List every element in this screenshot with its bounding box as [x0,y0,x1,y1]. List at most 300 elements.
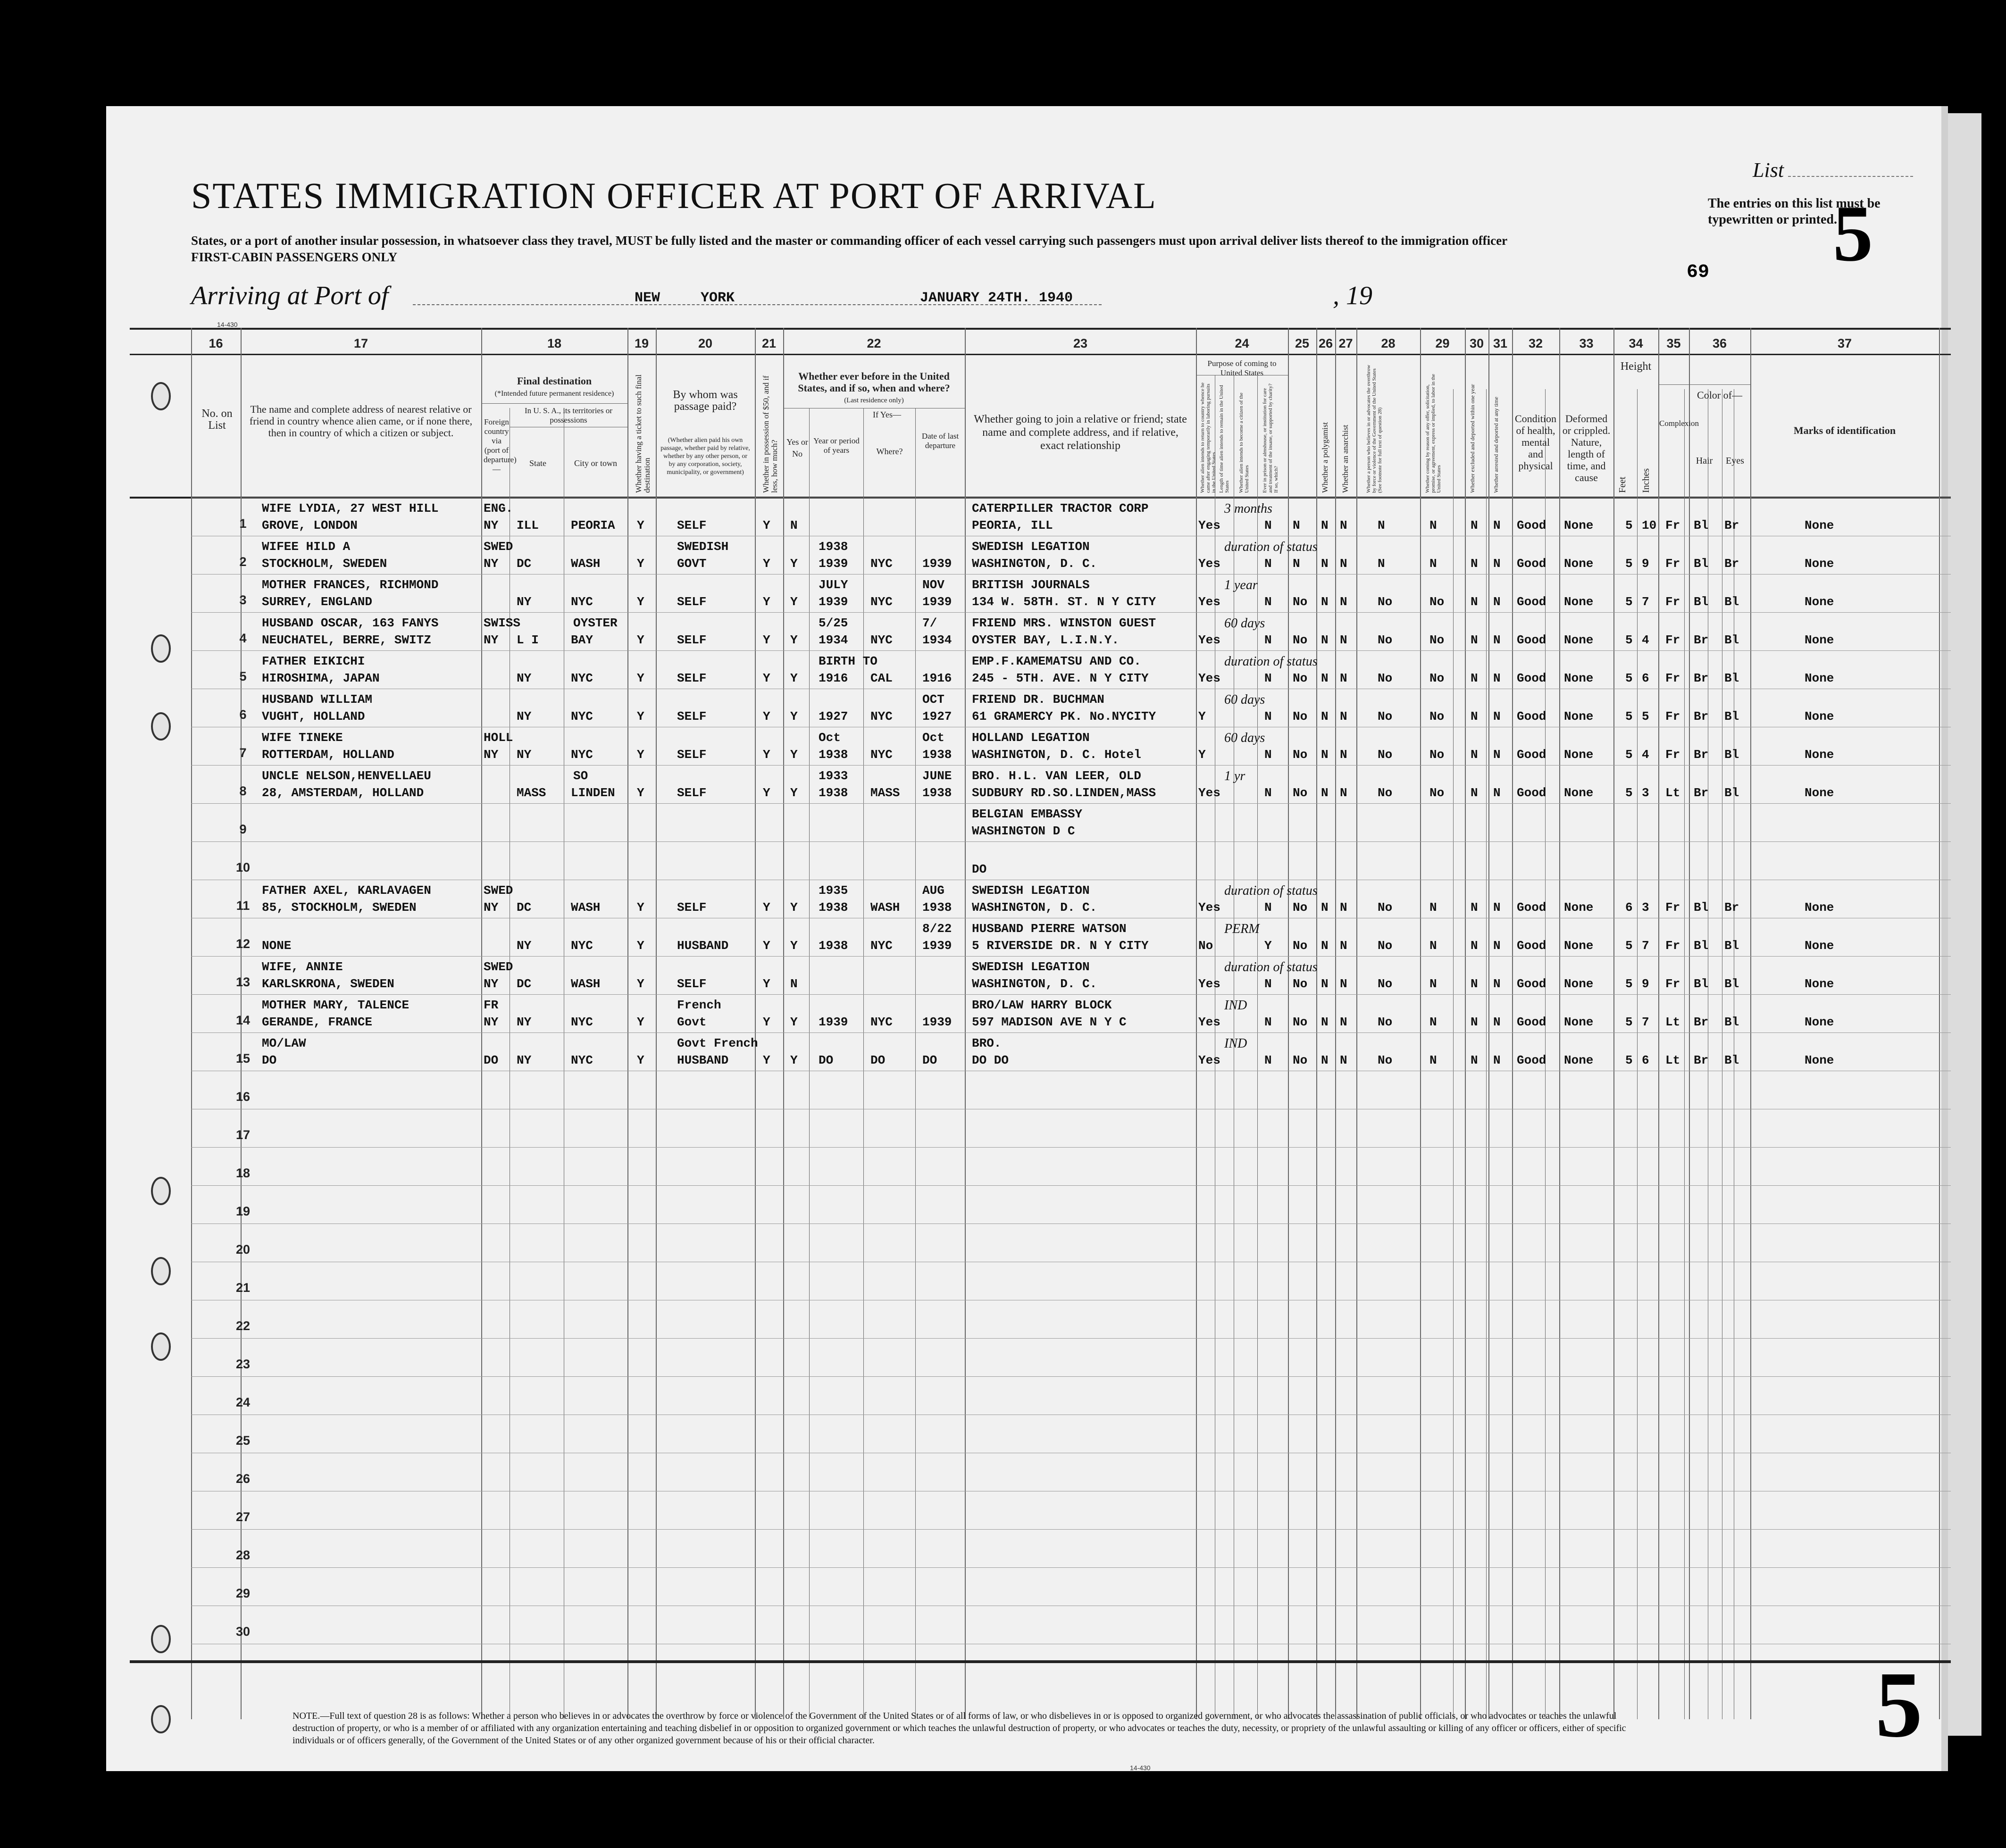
cell-dep: 1939 [922,595,952,609]
cell-yn: Y [790,1053,798,1067]
row-number: 28 [235,1548,251,1562]
rule [1288,328,1289,1719]
header-city-or-town: City or town [574,458,617,468]
cell-state: NY [517,1053,532,1067]
row-rule [191,612,1951,613]
rule [863,408,864,1719]
cell-joina: SWEDISH LEGATION [972,883,1090,898]
cell-yr: 1938 [819,748,848,762]
cell-marks: None [1805,557,1834,571]
cell-depa: NOV [922,578,944,592]
cell-c24b: Y [1264,939,1272,953]
cell-joina: BRO. [972,1036,1002,1050]
header-overthrow: Whether a person who believes in or advocates the overthrow by force or violence of the Government of the United States (See footnote for full text of question 28) [1366,365,1383,493]
header-in-usa: In U. S. A., its territories or possessions [524,406,613,425]
column-number-22: 22 [867,336,881,350]
form-code-top: 14-430 [217,321,238,328]
cell-where: NYC [870,595,893,609]
row-rule [191,1185,1951,1186]
cell-health: Good [1517,633,1546,647]
header-before-us: Whether ever before in the United States, and if so, when and where? [798,370,950,394]
cell-purpose: Yes [1198,786,1220,800]
cell-yr: DO [819,1053,834,1067]
cell-feet: 6 [1625,900,1633,915]
cell-c28: No [1378,595,1393,609]
row-number: 20 [235,1242,251,1257]
cell-feet: 5 [1625,939,1633,953]
cell-eyes: Bl [1724,633,1739,647]
column-number-25: 25 [1295,336,1310,350]
column-number-29: 29 [1435,336,1450,350]
punch-hole [151,1332,171,1361]
cell-health: Good [1517,1053,1546,1067]
cell-marks: None [1805,786,1834,800]
list-number-bottom: 5 [1875,1653,1922,1757]
cell-feet: 5 [1625,977,1633,991]
cell-c31: N [1493,671,1501,685]
cell-marks: None [1805,709,1834,724]
row-number: 27 [235,1510,251,1524]
document-title: STATES IMMIGRATION OFFICER AT PORT OF ARRIVAL [191,175,1157,216]
cell-city: NYC [571,748,593,762]
cell-c31: N [1493,1015,1501,1029]
cell-m50: Y [763,709,770,724]
cell-eyes: Br [1724,557,1739,571]
cell-eyes: Bl [1724,671,1739,685]
header-hair: Hair [1696,456,1713,466]
cell-inches: 9 [1642,977,1649,991]
cell-relb: ROTTERDAM, HOLLAND [262,748,394,762]
cell-hand: duration of status [1224,883,1318,898]
cell-hand: 3 months [1224,501,1272,516]
cell-c28: No [1378,939,1393,953]
cell-hand: 60 days [1224,616,1265,631]
header-yes-or-no: Yes or No [786,437,808,458]
cell-c26: N [1321,671,1329,685]
rule [191,328,192,1719]
cell-hand: PERM [1224,922,1260,936]
cell-rela: WIFE, ANNIE [262,960,343,974]
cell-hair: Bl [1694,900,1709,915]
cell-purpose: Yes [1198,977,1220,991]
row-number: 15 [235,1051,251,1066]
row-number: 23 [235,1357,251,1371]
cell-c26: N [1321,977,1329,991]
cell-ticket: Y [637,748,644,762]
cell-paid: HUSBAND [677,1053,729,1067]
column-number-20: 20 [698,336,713,350]
cell-paid: SELF [677,518,707,533]
cell-dep: 1934 [922,633,952,647]
cell-city: NYC [571,595,593,609]
cell-fcb: NY [484,518,499,533]
cell-yn: Y [790,595,798,609]
column-number-19: 19 [634,336,649,350]
cell-dep: 1939 [922,557,952,571]
cell-joinb: WASHINGTON D C [972,824,1075,838]
cell-joinb: DO DO [972,1053,1009,1067]
cell-deformed: None [1564,671,1594,685]
cell-eyes: Bl [1724,748,1739,762]
cell-c28: No [1378,633,1393,647]
column-number-35: 35 [1666,336,1681,350]
cell-c28: N [1378,518,1385,533]
cell-c31: N [1493,977,1501,991]
row-rule [191,803,1951,804]
cell-purpose: Y [1198,709,1206,724]
cell-yra: 1933 [819,769,848,783]
cell-hair: Bl [1694,518,1709,533]
cell-where: DO [870,1053,886,1067]
cell-ticket: Y [637,557,644,571]
cell-c31: N [1493,748,1501,762]
list-number-top: 5 [1833,189,1873,278]
cell-city: NYC [571,709,593,724]
cell-c31: N [1493,786,1501,800]
cell-m50: Y [763,633,770,647]
cell-c24b: N [1264,1053,1272,1067]
cell-complexion: Fr [1665,595,1680,609]
cell-c31: N [1493,709,1501,724]
cell-ticket: Y [637,1053,644,1067]
row-number: 19 [235,1204,251,1218]
row-number: 10 [235,860,251,874]
cell-fcb: DO [484,1053,499,1067]
punch-hole [151,1257,171,1285]
cell-complexion: Fr [1665,748,1680,762]
arrival-date: JANUARY 24TH. 1940 [920,290,1073,306]
cell-c25: No [1293,900,1308,915]
cell-paid: SELF [677,748,707,762]
cell-citya: OYSTER [573,616,618,630]
row-number: 26 [235,1472,251,1486]
cell-marks: None [1805,977,1834,991]
cell-yr: 1934 [819,633,848,647]
cell-joina: EMP.F.KAMEMATSU AND CO. [972,654,1141,668]
cell-c31: N [1493,518,1501,533]
header-ticket: Whether having a ticket to such final destination [634,374,652,493]
cell-purpose: No [1198,939,1213,953]
cell-paid: SELF [677,709,707,724]
cell-joinb: PEORIA, ILL [972,518,1053,533]
cell-c24b: N [1264,633,1272,647]
cell-health: Good [1517,1015,1546,1029]
cell-where: NYC [870,748,893,762]
cell-c31: N [1493,595,1501,609]
cell-yr: 1939 [819,557,848,571]
header-contract: Whether coming by reason of any offer, solicitation, promise, or agreement, express or implied, to labor in the United States [1425,374,1442,493]
header-purpose: Purpose of coming to United States [1207,359,1277,377]
cell-c31: N [1493,1053,1501,1067]
cell-c24b: N [1264,595,1272,609]
cell-c28: No [1378,709,1393,724]
header-purpose-citizen: Whether alien intends to become a citizen of the United States [1238,392,1250,493]
cell-complexion: Lt [1665,786,1680,800]
year-prefix: , 19 [1333,281,1372,310]
header-eyes: Eyes [1726,456,1744,466]
cell-feet: 5 [1625,748,1633,762]
form-code-bottom: 14-430 [1130,1764,1151,1772]
arriving-label: Arriving at Port of [191,281,389,310]
cell-state: L I [517,633,539,647]
cell-dep: 1939 [922,939,952,953]
cell-rela: FATHER AXEL, KARLAVAGEN [262,883,431,898]
cell-c31: N [1493,557,1501,571]
cell-deformed: None [1564,709,1594,724]
cell-fca: HOLL [484,731,513,745]
cell-state: DC [517,977,532,991]
cell-state: NY [517,709,532,724]
cell-feet: 5 [1625,709,1633,724]
rule [481,403,627,404]
cell-city: NYC [571,1015,593,1029]
cell-relb: GROVE, LONDON [262,518,358,533]
cell-c25: No [1293,977,1308,991]
cell-feet: 5 [1625,518,1633,533]
cell-paid: HUSBAND [677,939,729,953]
cell-hand: duration of status [1224,960,1318,974]
cell-deformed: None [1564,900,1594,915]
cell-ticket: Y [637,595,644,609]
rule [1684,389,1685,1719]
cell-state: NY [517,595,532,609]
cell-deformed: None [1564,977,1594,991]
cell-rela: WIFE TINEKE [262,731,343,745]
column-number-17: 17 [353,336,368,350]
cell-c26: N [1321,709,1329,724]
cell-relb: DO [262,1053,277,1067]
rule [1689,328,1690,1719]
rule [1316,328,1317,1719]
column-number-18: 18 [547,336,562,350]
cell-eyes: Bl [1724,709,1739,724]
cell-relb: NONE [262,939,292,953]
cell-c31: N [1493,900,1501,915]
cell-state: NY [517,939,532,953]
rule [1257,375,1258,1719]
row-rule [191,1147,1951,1148]
cell-marks: None [1805,595,1834,609]
cell-c28: N [1378,557,1385,571]
cell-joina: CATERPILLER TRACTOR CORP [972,501,1149,516]
rule [1637,389,1638,1719]
cell-hair: Br [1694,1015,1709,1029]
cell-joina: SWEDISH LEGATION [972,540,1090,554]
row-rule [191,1338,1951,1339]
row-rule [191,841,1951,842]
cell-where: NYC [870,939,893,953]
cell-purpose: Yes [1198,633,1220,647]
header-state: State [529,458,546,468]
row-rule [191,1376,1951,1377]
cell-purpose: Yes [1198,557,1220,571]
cell-c29: No [1429,633,1445,647]
cell-depa: Oct [922,731,944,745]
header-final-destination-note: (*Intended future permanent residence) [494,390,614,398]
cell-eyes: Bl [1724,939,1739,953]
row-number: 30 [235,1624,251,1639]
column-number-31: 31 [1493,336,1508,350]
cell-inches: 9 [1642,557,1649,571]
cell-c29: No [1429,709,1445,724]
cell-joinb: WASHINGTON, D. C. Hotel [972,748,1141,762]
cell-yra: JULY [819,578,848,592]
row-rule [191,1032,1951,1033]
cell-c27: N [1340,633,1347,647]
rule [627,328,628,1719]
cell-complexion: Fr [1665,977,1680,991]
cell-c31: N [1493,939,1501,953]
cell-city: PEORIA [571,518,615,533]
cell-ticket: Y [637,939,644,953]
cell-paid: SELF [677,786,707,800]
cell-fca: SWED [484,960,513,974]
row-number: 7 [239,746,247,760]
row-number: 14 [235,1013,251,1027]
cell-yr: 1939 [819,595,848,609]
cell-rela: WIFE LYDIA, 27 WEST HILL [262,501,439,516]
cell-eyes: Br [1724,900,1739,915]
cell-ticket: Y [637,633,644,647]
row-rule [191,956,1951,957]
rule [656,328,657,1719]
cell-joina: HOLLAND LEGATION [972,731,1090,745]
cell-hair: Br [1694,748,1709,762]
column-number-32: 32 [1528,336,1543,350]
cell-paid: SELF [677,671,707,685]
cell-purpose: Yes [1198,595,1220,609]
header-polygamist: Whether a polygamist [1321,422,1329,493]
cell-yr: 1939 [819,1015,848,1029]
column-number-37: 37 [1837,336,1852,350]
cell-where: NYC [870,557,893,571]
header-anarchist: Whether an anarchist [1341,425,1350,493]
cell-c26: N [1321,900,1329,915]
cell-c26: N [1321,633,1329,647]
cell-c30: N [1471,1053,1478,1067]
cell-m50: Y [763,748,770,762]
cell-state: DC [517,557,532,571]
cell-m50: Y [763,518,770,533]
cell-c27: N [1340,709,1347,724]
cell-yn: Y [790,557,798,571]
cell-relb: STOCKHOLM, SWEDEN [262,557,387,571]
port-state: YORK [701,290,735,306]
cell-yr: 1938 [819,786,848,800]
cell-state: DC [517,900,532,915]
cell-c27: N [1340,671,1347,685]
cell-paid: SELF [677,633,707,647]
cell-paida: Govt French [677,1036,758,1050]
header-prison: Ever in prison or almshouse, or institution for care and treatment of the insane, or supported by charity? If so, which? [1262,383,1279,493]
cell-yra: 1935 [819,883,848,898]
rule [1486,389,1487,1719]
row-number: 22 [235,1319,251,1333]
cell-rela: MOTHER MARY, TALENCE [262,998,410,1012]
cell-eyes: Bl [1724,1053,1739,1067]
cell-yn: Y [790,709,798,724]
arrival-line [191,281,1889,314]
cell-health: Good [1517,709,1546,724]
cell-health: Good [1517,595,1546,609]
cell-dep: 1927 [922,709,952,724]
cell-c25: No [1293,939,1308,953]
cell-where: WASH [870,900,900,915]
cell-c25: No [1293,595,1308,609]
document-subtitle: States, or a port of another insular possession, in whatsoever class they travel, MUST be fully listed and the master or commanding officer of each vessel carrying such passengers must upon arrival deliver lists thereof to the immigration officer [191,233,1508,248]
cell-inches: 3 [1642,900,1649,915]
cell-joinb: SUDBURY RD.SO.LINDEN,MASS [972,786,1156,800]
cell-c25: N [1293,557,1300,571]
cell-where: CAL [870,671,893,685]
cell-yn: N [790,977,798,991]
cell-paid: Govt [677,1015,707,1029]
header-possession-50: Whether in possession of $50, and if less, how much? [761,375,779,493]
cell-inches: 4 [1642,633,1649,647]
cell-c27: N [1340,786,1347,800]
entries-note: The entries on this list must be typewritten or printed. [1708,196,1881,227]
cell-complexion: Lt [1665,1053,1680,1067]
row-number: 16 [235,1090,251,1104]
cell-c24b: N [1264,557,1272,571]
cell-deformed: None [1564,1015,1594,1029]
header-excluded: Whether excluded and deported within one year [1469,384,1476,493]
cell-dep: 1916 [922,671,952,685]
cell-paid: GOVT [677,557,707,571]
cell-c30: N [1471,1015,1478,1029]
cell-inches: 3 [1642,786,1649,800]
cell-health: Good [1517,900,1546,915]
cell-feet: 5 [1625,557,1633,571]
row-rule [191,994,1951,995]
cell-c26: N [1321,1053,1329,1067]
rule [1689,384,1750,385]
cell-where: NYC [870,1015,893,1029]
header-relative-abroad: The name and complete address of nearest relative or friend in country whence alien came, or if none there, then in country of which a citizen or subject. [249,403,473,439]
cell-feet: 5 [1625,671,1633,685]
cell-health: Good [1517,977,1546,991]
cell-health: Good [1517,748,1546,762]
cell-yra: BIRTH TO [819,654,878,668]
cell-eyes: Br [1724,518,1739,533]
column-number-36: 36 [1712,336,1727,350]
cell-city: NYC [571,1053,593,1067]
row-rule [191,1529,1951,1530]
cell-c24b: N [1264,709,1272,724]
cell-paida: French [677,998,721,1012]
cell-deformed: None [1564,939,1594,953]
cell-joinb: 5 RIVERSIDE DR. N Y CITY [972,939,1149,953]
cell-c28: No [1378,977,1393,991]
cell-c28: No [1378,1053,1393,1067]
cell-yn: Y [790,939,798,953]
cell-dep: 1938 [922,786,952,800]
cell-where: MASS [870,786,900,800]
cell-joina: HUSBAND PIERRE WATSON [972,922,1127,936]
cell-c24b: N [1264,1015,1272,1029]
rule [1939,328,1940,1719]
cell-ticket: Y [637,786,644,800]
cell-m50: Y [763,939,770,953]
cell-m50: Y [763,595,770,609]
cell-yra: Oct [819,731,841,745]
header-feet: Feet [1617,476,1628,493]
cell-eyes: Bl [1724,786,1739,800]
cell-c24b: N [1264,671,1272,685]
cell-joinb: 245 - 5TH. AVE. N Y CITY [972,671,1149,685]
cell-m50: Y [763,1053,770,1067]
cell-eyes: Bl [1724,1015,1739,1029]
